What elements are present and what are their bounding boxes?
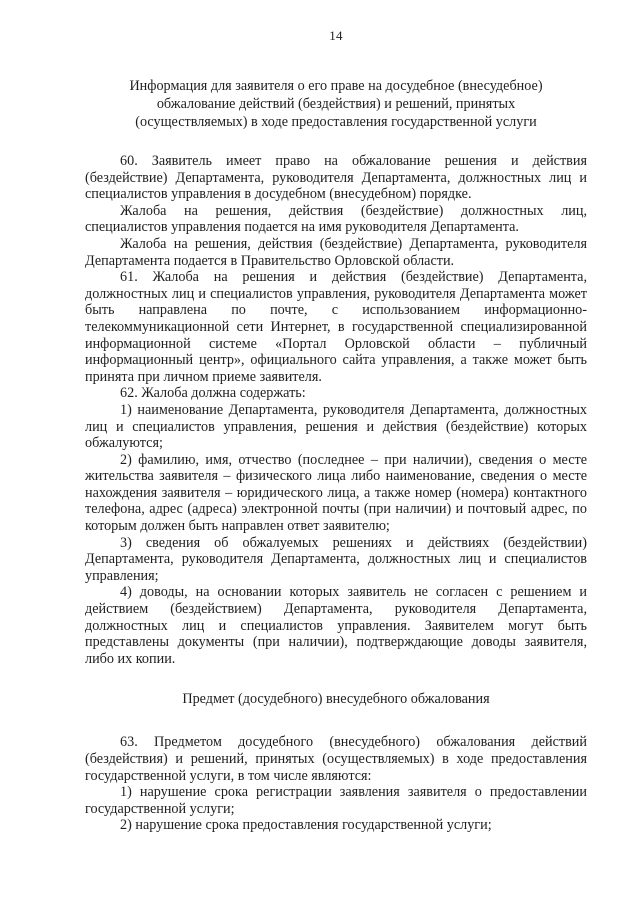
subsection-title: Предмет (досудебного) внесудебного обжалования (182, 691, 490, 708)
list-item-3: 3) сведения об обжалуемых решениях и действиях (бездействии) Департамента, руководителя Департамента, должностных лиц и специалистов управления; (85, 534, 587, 584)
paragraph-61: 61. Жалоба на решения и действия (бездействие) Департамента, должностных лиц и специалистов управления, руководителя Департамента может быть направлена по почте, с использованием информационно-телекоммуникационной сети Интернет, в государственной специализированной информационной системе «Портал Орловской области – публичный информационный центр», официального сайта управления, а также может быть принята при личном приеме заявителя. (85, 269, 587, 385)
page-number: 14 (329, 28, 343, 43)
paragraph-60: 60. Заявитель имеет право на обжалование решения и действия (бездействие) Департамента, руководителя Департамента, должностных лиц и специалистов управления в досудебном (внесудебном) порядке. (85, 153, 587, 203)
list-item-2: 2) фамилию, имя, отчество (последнее – при наличии), сведения о месте жительства заявителя – физического лица либо наименование, сведения о месте нахождения заявителя – юридического лица, а также номер (номера) контактного телефона, адрес (адреса) электронной почты (при наличии) и почтовый адрес, по которым должен быть направлен ответ заявителю; (85, 451, 587, 535)
list-item-4: 4) доводы, на основании которых заявитель не согласен с решением и действием (бездействием) Департамента, руководителя Департамента, должностных лиц и специалистов управления. Заявителем могут быть представлены документы (при наличии), подтверждающие доводы заявителя, либо их копии. (85, 584, 587, 667)
list-item-63-1: 1) нарушение срока регистрации заявления заявителя о предоставлении государственной услуги; (85, 784, 587, 817)
heading-line-3: (осуществляемых) в ходе предоставления государственной услуги (135, 114, 537, 130)
paragraph-complaint-officials: Жалоба на решения, действия (бездействие) должностных лиц, специалистов управления подается на имя руководителя Департамента. (85, 202, 587, 236)
section-heading (85, 77, 587, 131)
paragraph-62: 62. Жалоба должна содержать: (120, 385, 306, 402)
heading-line-2: обжалование действий (бездействия) и решений, принятых (156, 96, 516, 112)
list-item-63-2: 2) нарушение срока предоставления государственной услуги; (120, 817, 492, 834)
heading-line-1: Информация для заявителя о его праве на досудебное (внесудебное) (129, 78, 543, 94)
paragraph-63: 63. Предметом досудебного (внесудебного) обжалования действий (бездействия) и решений, принятых (осуществляемых) в ходе предоставления государственной услуги, в том числе являются: (85, 734, 587, 784)
paragraph-complaint-department: Жалоба на решения, действия (бездействие) Департамента, руководителя Департамента подается в Правительство Орловской области. (85, 235, 587, 269)
list-item-1: 1) наименование Департамента, руководителя Департамента, должностных лиц и специалистов управления, решения и действия (бездействие) которых обжалуются; (85, 401, 587, 452)
